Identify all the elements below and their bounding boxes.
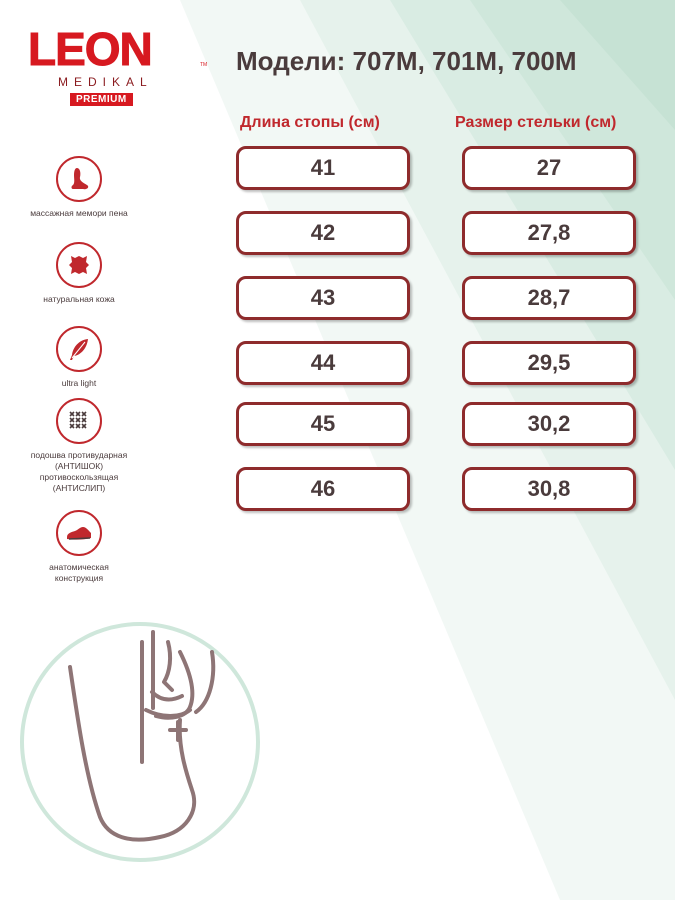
foot-length-cell: 45	[236, 402, 410, 446]
foot-length-cell: 46	[236, 467, 410, 511]
feature-anatomic	[30, 510, 128, 584]
feature-label: подошва противударная (АНТИШОК) противоскользящая (АНТИСЛИП)	[30, 450, 128, 493]
foot-length-cell: 41	[236, 146, 410, 190]
premium-badge: PREMIUM	[70, 93, 133, 106]
trademark-mark: TM	[200, 62, 208, 68]
sole-pattern-icon	[56, 398, 102, 444]
insole-size-cell: 28,7	[462, 276, 636, 320]
feature-label: натуральная кожа	[43, 294, 115, 304]
insole-size-cell: 27,8	[462, 211, 636, 255]
feature-ultra-light	[30, 326, 128, 389]
feature-antishock-sole	[30, 398, 128, 494]
insole-size-header: Размер стельки (см)	[455, 114, 617, 131]
leather-hide-icon	[56, 242, 102, 288]
page-title: Модели: 707М, 701М, 700М	[236, 46, 577, 76]
foot-memory-foam-icon	[56, 156, 102, 202]
foot-length-header: Длина стопы (см)	[240, 114, 380, 131]
feature-label: массажная мемори пена	[30, 208, 128, 218]
brand-logo	[28, 23, 208, 107]
insole-size-cell: 30,8	[462, 467, 636, 511]
brand-name: LEON	[28, 23, 152, 75]
feature-natural-leather	[30, 242, 128, 305]
feature-label: ultra light	[61, 378, 97, 388]
insole-size-cell: 27	[462, 146, 636, 190]
feature-label: анатомическая конструкция	[49, 562, 109, 583]
anatomic-shoe-icon	[56, 510, 102, 556]
foot-length-cell: 43	[236, 276, 410, 320]
foot-length-cell: 42	[236, 211, 410, 255]
foot-measurement-icon	[20, 612, 270, 872]
insole-size-cell: 30,2	[462, 402, 636, 446]
feather-icon	[56, 326, 102, 372]
feature-memory-foam	[30, 156, 128, 219]
insole-size-cell: 29,5	[462, 341, 636, 385]
foot-length-cell: 44	[236, 341, 410, 385]
brand-subtitle: MEDIKAL	[58, 75, 153, 89]
